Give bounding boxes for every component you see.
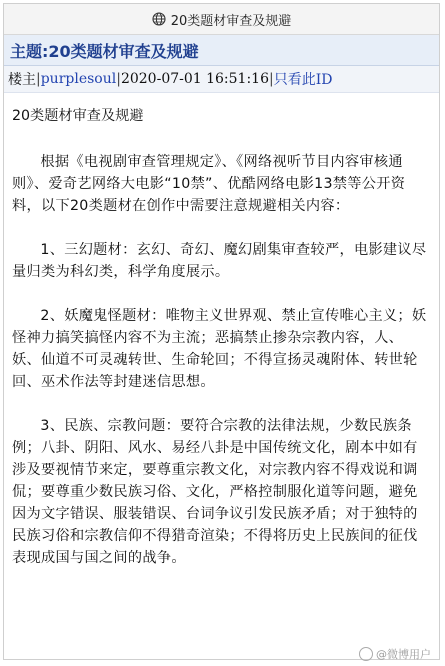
watermark (359, 646, 431, 662)
topic-title: 主题:20类题材审查及规避 (10, 41, 199, 61)
forum-post-frame (3, 3, 440, 660)
window-title-bar (4, 4, 439, 35)
window-title: 20类题材审查及规避 (170, 13, 292, 29)
post-paragraph-intro: 根据《电视剧审查管理规定》、《网络视听节目内容审核通则》、爱奇艺网络大电影“10禁”、优酷网络电影13禁等公开资料，以下20类题材在创作中需要注意规避相关内容： (12, 154, 406, 214)
post-paragraph-3: 3、民族、宗教问题：要符合宗教的法律法规，少数民族条例；八卦、阴阳、风水、易经八卦是中国传统文化，剧本中如有涉及要视情节来定，要尊重宗教文化，对宗教内容不得戏说和调侃；要尊重少数民族习俗、文化，严格控制服化道等问题，避免因为文字错误、服装错误、台词争议引发民族矛盾；对于独特的民族习俗和宗教信仰不得猎奇渲染；不得将历史上民族间的征伐表现成国与国之间的战争。 (12, 418, 418, 566)
post-role: 楼主 (8, 72, 36, 88)
post-paragraph-1: 1、三幻题材：玄幻、奇幻、魔幻剧集审查较严，电影建议尽量归类为科幻类，科学角度展示。 (12, 242, 427, 280)
post-paragraph-2: 2、妖魔鬼怪题材：唯物主义世界观、禁止宣传唯心主义；妖怪神力搞笑搞怪内容不为主流；恶搞禁止掺杂宗教内容，人、妖、仙道不可灵魂转世、生命轮回；不得宣扬灵魂附体、转世轮回、巫术作法等封建迷信思想。 (12, 308, 427, 390)
meta-separator: | (36, 71, 41, 87)
post-body (4, 93, 439, 569)
author-link[interactable]: purplesoul (40, 71, 117, 87)
watermark-text: @微博用户 (376, 648, 431, 661)
post-subject: 20类题材审查及规避 (12, 108, 144, 124)
meta-separator: | (269, 71, 274, 87)
meta-separator: | (116, 71, 121, 87)
weibo-logo-icon (359, 647, 373, 661)
post-meta-bar (4, 66, 439, 93)
only-author-link[interactable]: 只看此ID (273, 72, 333, 88)
post-datetime: 2020-07-01 16:51:16 (120, 71, 269, 87)
topic-header (4, 35, 439, 66)
globe-icon (152, 12, 166, 26)
